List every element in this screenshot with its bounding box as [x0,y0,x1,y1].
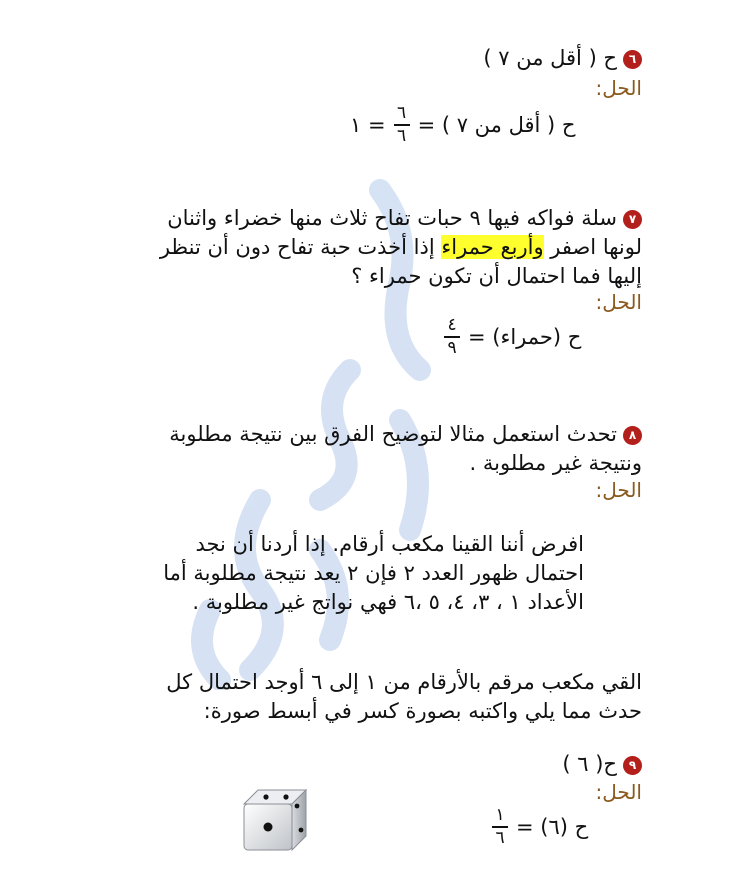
fraction [394,104,410,146]
question-8-line-2: ونتيجة غير مطلوبة . [469,451,642,475]
solution-label: الحل: [595,478,642,502]
intro-line-1: القي مكعب مرقم بالأرقام من ١ إلى ٦ أوجد احتمال كل [166,670,642,694]
fraction-denominator: ٦ [397,126,407,146]
question-6 [483,44,642,72]
fraction-denominator: ٩ [447,338,457,358]
fraction-numerator: ٤ [447,315,457,335]
equation-q9 [488,806,588,848]
solution-label: الحل: [595,290,642,314]
equation-lhs: ح (٦) = [516,815,589,839]
solution-label: الحل: [595,76,642,100]
question-7-line-2 [160,233,642,261]
question-text: سلة فواكه فيها ٩ حبات تفاح ثلاث منها خضراء واثنان [167,206,617,230]
fraction [444,316,460,358]
equation-q6 [350,104,575,146]
answer-line-3: الأعداد ١ ، ٣، ٤، ٥ ،٦ فهي نواتج غير مطلوبة . [192,590,584,614]
question-text: تحدث استعمل مثالا لتوضيح الفرق بين نتيجة مطلوبة [169,422,617,446]
question-7-line-3: إليها فما احتمال أن تكون حمراء ؟ [351,264,642,288]
dice-icon [240,786,310,852]
fraction-numerator: ٦ [397,103,407,123]
question-8-line-1 [169,420,642,448]
question-number-badge: ٨ [623,426,642,445]
fraction-numerator: ١ [495,805,505,825]
fraction [492,806,508,848]
question-text: إذا أخذت حبة تفاح دون أن تنظر [159,235,442,259]
solution-label: الحل: [595,780,642,804]
equation-q7 [440,316,581,358]
question-text: ح( ٦ ) [562,752,617,776]
question-number-badge: ٩ [623,756,642,775]
fraction-denominator: ٦ [495,828,505,848]
question-7-line-1 [167,204,642,232]
equation-lhs: ح (حمراء) = [468,325,582,349]
highlighted-text: وأربع حمراء [441,235,544,259]
equation-rhs: = ١ [350,113,386,137]
question-number-badge: ٦ [623,50,642,69]
equation-lhs: ح ( أقل من ٧ ) = [417,113,576,137]
answer-line-2: احتمال ظهور العدد ٢ فإن ٢ يعد نتيجة مطلوبة أما [163,561,584,585]
question-text: لونها اصفر [543,235,642,259]
question-text: ح ( أقل من ٧ ) [483,46,617,70]
intro-line-2: حدث مما يلي واكتبه بصورة كسر في أبسط صورة: [203,699,642,723]
question-9 [562,750,642,778]
answer-line-1: افرض أننا القينا مكعب أرقام. إذا أردنا أن نجد [195,532,584,556]
question-number-badge: ٧ [623,210,642,229]
